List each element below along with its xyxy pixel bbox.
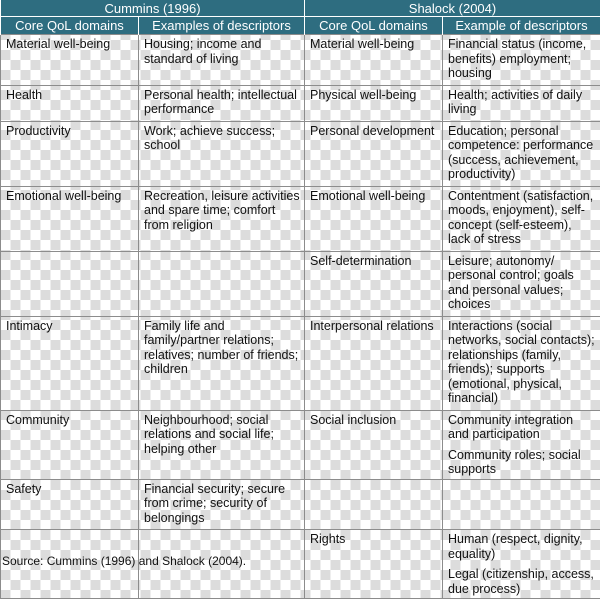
table-cell: Family life and family/partner relations; relatives; number of friends; children <box>139 316 305 410</box>
table-row <box>1 85 600 121</box>
table-cell: Intimacy <box>1 316 139 410</box>
table-cell: Recreation, leisure activities and spare time; comfort from religion <box>139 186 305 251</box>
table-cell: Personal health; intellectual performance <box>139 85 305 121</box>
table-cell <box>443 479 600 530</box>
table-cell: Material well-being <box>305 35 443 86</box>
column-header: Core QoL domains <box>305 17 443 35</box>
table-cell: Social inclusion <box>305 410 443 479</box>
source-note: Source: Cummins (1996) and Shalock (2004). <box>2 554 246 568</box>
table-cell: Productivity <box>1 121 139 186</box>
table-cell <box>1 251 139 316</box>
table-cell: Leisure; autonomy/ personal control; goals and personal values; choices <box>443 251 600 316</box>
table-cell <box>443 410 600 479</box>
table-row <box>1 121 600 186</box>
column-header-row <box>1 17 600 35</box>
column-header: Core QoL domains <box>1 17 139 35</box>
table-cell: Housing; income and standard of living <box>139 35 305 86</box>
table-cell: Rights <box>305 530 443 599</box>
table-cell: Community <box>1 410 139 479</box>
table-cell: Physical well-being <box>305 85 443 121</box>
table-cell: Contentment (satisfaction, moods, enjoyment), self-concept (self-esteem), lack of stress <box>443 186 600 251</box>
table-cell <box>305 479 443 530</box>
table-cell: Financial security; secure from crime; security of belongings <box>139 479 305 530</box>
table-cell: Health; activities of daily living <box>443 85 600 121</box>
table-cell: Emotional well-being <box>1 186 139 251</box>
table-cell: Self-determination <box>305 251 443 316</box>
group-header-cummins: Cummins (1996) <box>1 0 305 17</box>
column-header: Examples of descriptors <box>139 17 305 35</box>
table-cell: Safety <box>1 479 139 530</box>
table-row <box>1 410 600 479</box>
column-header: Example of descriptors <box>443 17 600 35</box>
group-header-row <box>1 0 600 17</box>
table-cell <box>443 530 600 599</box>
table-cell: Emotional well-being <box>305 186 443 251</box>
cell-part: Community integration and participation <box>443 411 600 444</box>
table-cell: Interpersonal relations <box>305 316 443 410</box>
table-cell: Work; achieve success; school <box>139 121 305 186</box>
table-row <box>1 186 600 251</box>
table-cell: Material well-being <box>1 35 139 86</box>
table-row <box>1 251 600 316</box>
table-cell: Personal development <box>305 121 443 186</box>
table-cell: Health <box>1 85 139 121</box>
table-cell <box>139 251 305 316</box>
table-cell: Education; personal competence: performance (success, achievement, productivity) <box>443 121 600 186</box>
cell-part: Community roles; social supports <box>443 444 600 479</box>
table-row <box>1 479 600 530</box>
cell-part: Legal (citizenship, access, due process) <box>443 563 600 598</box>
table-cell: Financial status (income, benefits) employment; housing <box>443 35 600 86</box>
table-row <box>1 35 600 86</box>
cell-part: Human (respect, dignity, equality) <box>443 530 600 563</box>
table-cell: Neighbourhood; social relations and social life; helping other <box>139 410 305 479</box>
table-cell: Interactions (social networks, social contacts); relationships (family, friends); supports (emotional, physical, financial) <box>443 316 600 410</box>
group-header-shalock: Shalock (2004) <box>305 0 600 17</box>
table-row <box>1 316 600 410</box>
